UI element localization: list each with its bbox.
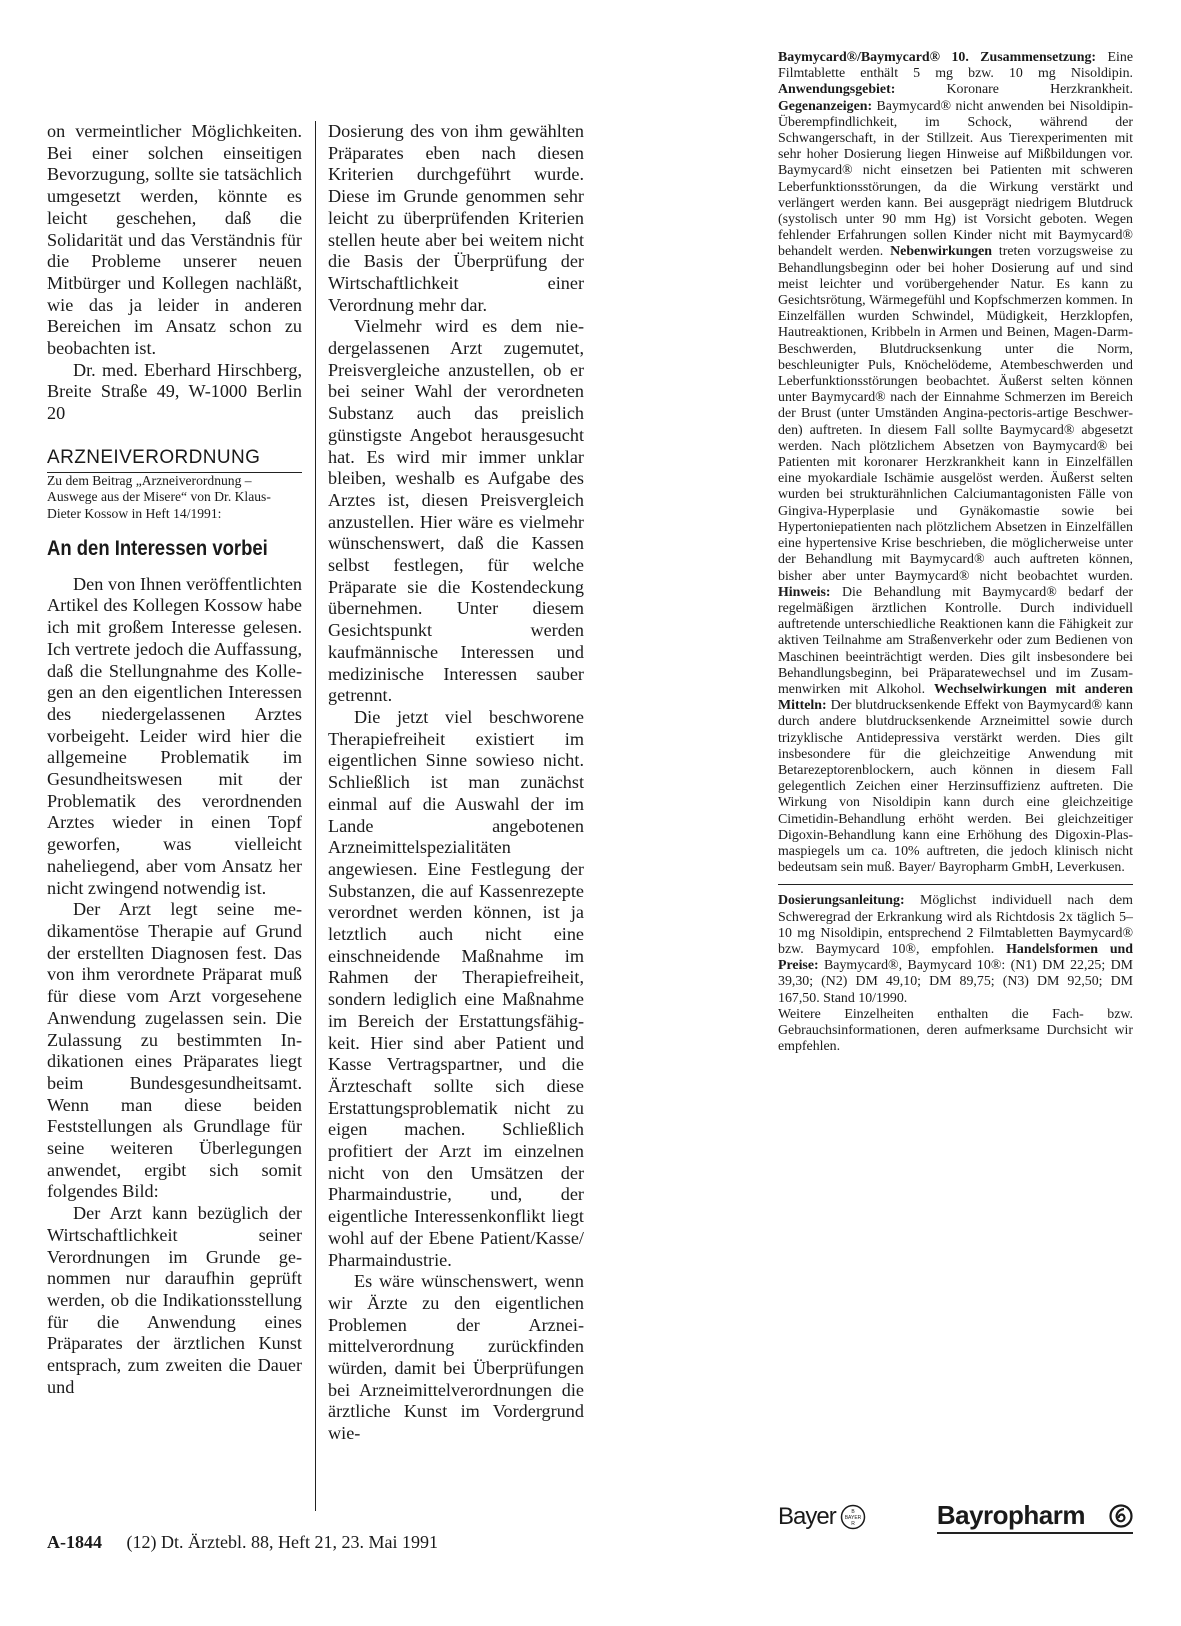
svg-text:R: R bbox=[850, 1521, 855, 1527]
article-paragraph: Der Arzt legt seine medikamentöse Therapie auf Grund der erstellten Diagnosen fest. Das von ihm verordnete Präparat muß für diese vom Arzt vorgesehene Anwendung zugelassen sein. Die Zulassung zu bestimmten Indikationen eines Präparates liegt beim Bundesgesundheitsamt. Wenn man diese beiden Feststellungen als Grundlage für seine weiteren Überlegungen anwendet, ergibt sich somit folgendes Bild: bbox=[47, 899, 302, 1202]
journal-citation: (12) Dt. Ärztebl. 88, Heft 21, 23. Mai 1991 bbox=[126, 1532, 438, 1552]
letter-continuation: on vermeintlicher Möglichkeiten. Bei einer solchen einseitigen Bevorzugung, sollte sie tatsächlich umgesetzt werden, könnte es leicht geschehen, daß die Solidarität und das Verständnis für die Probleme unserer neuen Mitbürger und Kollegen nachläßt, wie das ja leider in anderen Bereichen im Ansatz schon zu beobachten ist. bbox=[47, 121, 302, 359]
bayer-logo bbox=[778, 1503, 866, 1531]
page-footer bbox=[47, 1532, 438, 1553]
article-paragraph: Den von Ihnen veröffentlichten Artikel des Kollegen Kossow habe ich mit großem Interesse gelesen. Ich vertrete jedoch die Auffassung, daß die Stellungnahme des Kollegen an den eigentlichen Interessen des niedergelassenen Arztes vorbeigeht. Leider wird hier die allgemeine Problematik im Gesundheitswesen mit der Problematik des verordnenden Arztes wieder in einen Topf geworfen, was vielleicht naheliegend, aber vom Ansatz her nicht zwingend notwendig ist. bbox=[47, 573, 302, 898]
article-paragraph: Vielmehr wird es dem niedergelassenen Arzt zugemutet, Preisvergleiche anzustellen, ob er bei seiner Wahl der verordneten Substanz auch das preislich günstigste Angebot herausgesucht hat. Es wird mir immer unklar bleiben, weshalb es Aufgabe des Arztes ist, diesen Preisvergleich anzustellen. Hier wäre es vielmehr wünschenswert, daß die Kassen selbst festlegen, für welche Präparate sie die Kostendeckung übernehmen. Unter diesem Gesichtspunkt werden kaufmännische Interessen und medizinische Interessen sauber getrennt. bbox=[328, 316, 584, 706]
ad-segment: Dosierungsanleitung: bbox=[778, 893, 905, 909]
bayer-cross-text: BAYER bbox=[844, 1515, 861, 1521]
letter-author-signature: Dr. med. Eberhard Hirschberg, Breite Straße 49, W-1000 Berlin 20 bbox=[47, 359, 302, 424]
bayer-wordmark: Bayer bbox=[778, 1503, 836, 1530]
ad-segment: treten vorzugsweise zu Behandlungsbeginn oder bei hoher Dosierung auf und sind meist leichter und vorübergehender Natur. Es kann zu Gesichtsrötung, Wärmegefühl und Kopfschmerzen kommen. In Einzelfällen wurden Schwindel, Müdigkeit, Herzklopfen, Hautreaktionen, Kribbeln in Armen und Beinen, Magen-Darm-Beschwerden, Blutdrucksenkung unter die Norm, beschleunigter Puls, Knöchelödeme, Atembeschwerden und Leberfunktionsstörungen beobachtet. Äußerst selten können unter Baymycard® nach der Einnahme Schmerzen im Bereich der Brust (unter Umständen Angina-pectoris-artige Beschwerden) auftreten. In diesem Fall sollte Baymycard® abgesetzt werden. Nach plötzlichem Absetzen von Baymycard® bei Patienten mit koronarer Herzkrankheit kann in Einzelfällen eine myokardiale Ischämie ausgelöst werden. Äußerst selten wurden bei strukturähnlichen Calciumantagonisten Fälle von Gingiva-Hyperplasie und Gynäkomastie sowie bei Hypertoniepatienten nach plötzlichem Absetzen in Einzelfällen eine hypertensive Krise beschrieben, die möglicherweise unter der Behandlung mit Baymycard® auch auftreten können, bisher aber unter Baymycard® nicht beobachtet wurden. bbox=[778, 244, 1133, 584]
column-divider bbox=[315, 121, 316, 1511]
section-intro: Zu dem Beitrag „Arzneiverordnung – Auswege aus der Misere“ von Dr. Klaus-Dieter Kossow in Heft 14/1991: bbox=[47, 472, 271, 521]
ad-logos bbox=[778, 1497, 1133, 1537]
bayropharm-logo bbox=[937, 1500, 1133, 1534]
ad-segment: Möglichst individuell nach dem Schweregrad der Erkrankung wird als Richtdosis 2x täglich 5–10 mg Nisoldipin, entsprechend 2 Filmtabletten Baymycard® bzw. Baymycard 10®, empfohlen. bbox=[778, 893, 1133, 957]
article-paragraph: Es wäre wünschenswert, wenn wir Ärzte zu den eigentlichen Problemen der Arzneimittelverordnung zurückfinden würden, damit bei Überprüfungen bei Arzneimittelverordnungen die ärztliche Kunst im Vordergrund wie- bbox=[328, 1271, 584, 1444]
ad-segment: Nebenwirkungen bbox=[890, 244, 993, 260]
ad-segment: Anwendungsgebiet: bbox=[778, 82, 896, 98]
ad-closing-note: Weitere Einzelheiten enthalten die Fach- bzw. Gebrauchsinformationen, deren aufmerksame Durchsicht wir empfehlen. bbox=[778, 1006, 1133, 1055]
ad-segment: Wechselwirkungen mit anderen Mitteln: bbox=[778, 681, 1134, 714]
ad-segment: Gegenanzeigen: bbox=[778, 98, 873, 114]
article-paragraph: Der Arzt kann bezüglich der Wirtschaftlichkeit seiner Verordnungen im Grunde genommen nur daraufhin geprüft werden, ob die Indikationsstellung für die Anwendung eines Präparates der ärztlichen Kunst entsprach, zum zweiten die Dauer und bbox=[47, 1203, 302, 1397]
page-number: A-1844 bbox=[47, 1532, 102, 1552]
ad-segment: Handelsformen und Preise: bbox=[778, 941, 1134, 974]
ad-dosage-info bbox=[778, 893, 1133, 1006]
bayropharm-wordmark: Bayropharm bbox=[936, 1500, 1085, 1530]
column-middle bbox=[328, 121, 584, 1445]
ad-segment: Hinweis: bbox=[778, 584, 831, 600]
column-left bbox=[47, 121, 302, 1398]
drug-advertisement bbox=[778, 50, 1133, 1055]
article-headline: An den Interessen vorbei bbox=[47, 537, 268, 561]
ad-segment: Der blutdrucksenkende Effekt von Baymycard® kann durch andere blutdrucksenkende Arzneimittel sowie durch trizyklische Antidepressiva verstärkt werden. Dies gilt insbesondere für die gleichzeitige Anwendung mit Betarezeptorenblockern, auch können in diesem Fall gelegentlich Zeichen einer Herzinsuffizienz auftreten. Die Wirkung von Nisoldipin kann durch eine gleichzeitige Cimetidin-Behandlung erhöht werden. Bei gleichzeitiger Digoxin-Behandlung kann eine Erhöhung des Digoxin-Plasmaspiegels um ca. 10% auftreten, die jedoch klinisch nicht bedeutsam sein muß. Bayer/ Bayropharm GmbH, Leverkusen. bbox=[778, 698, 1133, 876]
ad-prescribing-info bbox=[778, 50, 1133, 876]
ad-segment: Koronare Herzkrankheit. bbox=[895, 82, 1133, 98]
article-paragraph: Die jetzt viel beschworene Therapiefreiheit existiert im eigentlichen Sinne sowieso nicht. Schließlich ist man zunächst einmal auf die Auswahl der im Lande angebotenen Arzneimittelspezialitäten angewiesen. Eine Festlegung der Substanzen, die auf Kassenrezepte verordnet werden können, ist ja letztlich auch nicht eine einschneidende Maßnahme im Rahmen der Therapiefreiheit, sondern lediglich eine Maßnahme im Bereich der Erstattungsfähigkeit. Hier sind aber Patient und Kasse Vertragspartner, und die Ärzteschaft sollte sich diese Erstattungsproblematik nicht zu eigen machen. Schließlich profitiert der Arzt im einzelnen nicht von den Umsätzen der Pharmaindustrie, und, der eigentliche Interessenkonflikt liegt wohl auf der Ebene Patient/Kasse/ Pharmaindustrie. bbox=[328, 706, 584, 1270]
article-paragraph: Dosierung des von ihm gewählten Präparates eben nach diesen Kriterien durchgeführt wurde. Diese im Grunde genommen sehr leicht zu überprüfenden Kriterien stellen heute aber bei weitem nicht die Basis der Überprüfung der Wirtschaftlichkeit einer Verordnung mehr dar. bbox=[328, 121, 584, 315]
ad-segment: Baymycard®, Baymycard 10®: (N1) DM 22,25; DM 39,30; (N2) DM 49,10; DM 89,75; (N3) DM 92,50; DM 167,50. Stand 10/1990. bbox=[778, 958, 1133, 1006]
ad-segment: Baymycard®/Baymycard® 10. Zusammensetzung: bbox=[778, 50, 1097, 65]
ad-segment: Eine Filmtablette enthält 5 mg bzw. 10 mg Nisoldipin. bbox=[778, 50, 1134, 82]
ad-segment: Baymycard® nicht anwenden bei Nisoldipin-Überempfindlichkeit, im Schock, während der Schwangerschaft, in der Stillzeit. Aus Tierexperimenten mit sehr hoher Dosierung liegen Hinweise auf Mißbildungen vor. Baymycard® nicht einsetzen bei Patienten mit schweren Leberfunktionsstörungen, da die Wirkung verstärkt und verlängert werden kann. Bei ausgeprägt niedrigem Blutdruck (systolisch unter 90 mm Hg) ist Vorsicht geboten. Wegen fehlender Erfahrungen sollen Kinder nicht mit Baymycard® behandelt werden. bbox=[778, 98, 1133, 260]
svg-text:B: B bbox=[851, 1509, 855, 1515]
ad-segment: Die Behandlung mit Baymycard® bedarf der regelmäßigen ärztlichen Kontrolle. Durch individuell auftretende unterschiedliche Reaktionen kann die Fähigkeit zur aktiven Teilnahme am Straßenverkehr oder zum Bedienen von Maschinen beeinträchtigt werden. Dies gilt insbesondere bei Behandlungsbeginn, bei Präparatewechsel und im Zusammenwirken mit Alkohol. bbox=[778, 584, 1133, 697]
bayropharm-swirl-icon bbox=[1109, 1504, 1133, 1528]
bayer-cross-icon bbox=[840, 1504, 866, 1530]
ad-divider bbox=[778, 884, 1133, 885]
section-title: ARZNEIVERORDNUNG bbox=[47, 447, 302, 473]
